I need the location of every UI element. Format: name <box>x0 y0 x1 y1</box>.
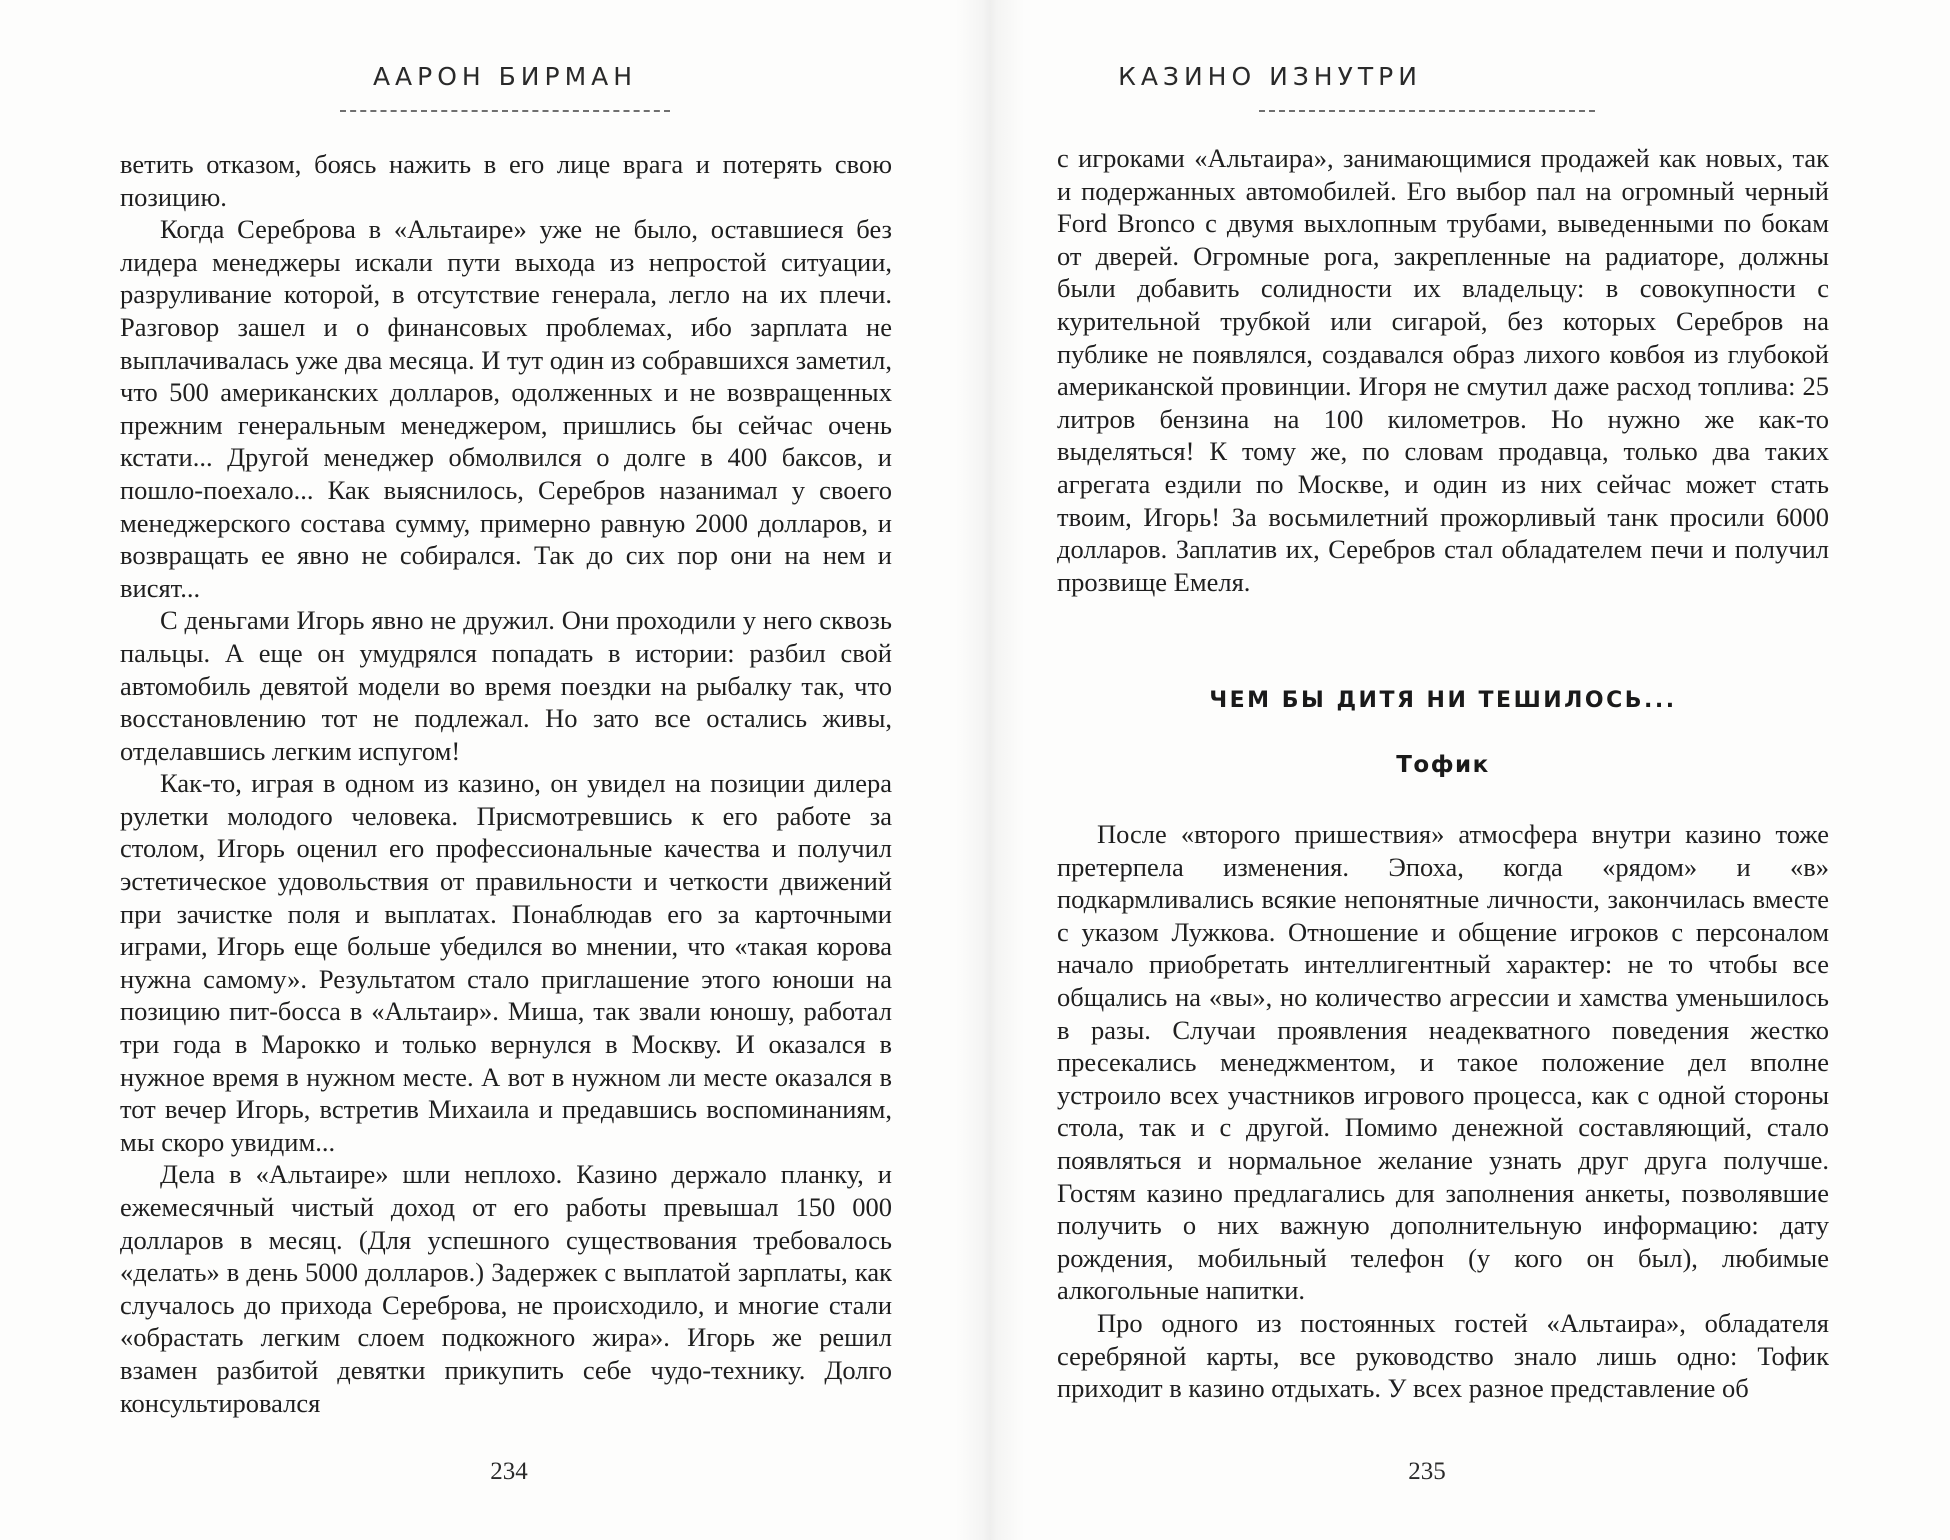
left-head-rule <box>340 110 670 112</box>
left-running-head: ААРОН БИРМАН <box>372 62 638 91</box>
right-text-block-bottom <box>1057 818 1829 1405</box>
right-page-number: 235 <box>1408 1458 1446 1485</box>
paragraph: Когда Сереброва в «Альтаире» уже не было, оставшиеся без лидера менеджеры искали пути выхода из непростой ситуации, разруливание которой, в отсутствие генерала, легло на их плечи. Разговор зашел и о финансовых проблемах, ибо зарплата не выплачивалась уже два месяца. И тут один из собравшихся заметил, что 500 американских долларов, одолженных и не возвращенных прежним генеральным менеджером, пришлись бы сейчас очень кстати... Другой менеджер обмолвился о долге в 400 баксов, и пошло-поехало... Как выяснилось, Серебров назанимал у своего менеджерского состава сумму, примерно равную 2000 долларов, и возвращать ее явно не собирался. Так до сих пор они на нем и висят... <box>120 214 892 603</box>
paragraph: Как-то, играя в одном из казино, он увидел на позиции дилера рулетки молодого человека. Присмотревшись к его работе за столом, Игорь оценил его профессиональные качества и получил эстетическое удовольствия от правильности и четкости движений при зачистке поля и выплатах. Понаблюдав его за карточными играми, Игорь еще больше убедился во мнении, что «такая корова нужна самому». Результатом стало приглашение этого юноши на позицию пит-босса в «Альтаир». Миша, так звали юношу, работал три года в Марокко и только вернулся в Москву. И оказался в нужное время в нужном месте. А вот в нужном ли месте оказался в тот вечер Игорь, встретив Михаила и предавшись воспоминаниям, мы скоро увидим... <box>120 768 892 1157</box>
paragraph: ветить отказом, боясь нажить в его лице врага и потерять свою позицию. <box>120 149 892 212</box>
paragraph: После «второго пришествия» атмосфера внутри казино тоже претерпела изменения. Эпоха, когда «рядом» и «в» подкармливались всякие непонятные личности, закончилась вместе с указом Лужкова. Отношение и общение игроков с персоналом начало приобретать интеллигентный характер: не то чтобы все общались на «вы», но количество агрессии и хамства уменьшилось в разы. Случаи проявления неадекватного поведения жестко пресекались менеджментом, и такое положение дел вполне устроило всех участников игрового процесса, как с одной стороны стола, так и с другой. Помимо денежной составляющий, стало появляться и нормальное желание узнать друг друга получше. Гостям казино предлагались для заполнения анкеты, позволявшие получить о них важную дополнительную информацию: дату рождения, мобильный телефон (у кого он был), любимые алкогольные напитки. <box>1057 819 1829 1306</box>
right-head-rule <box>1259 110 1595 112</box>
section-title: ЧЕМ БЫ ДИТЯ НИ ТЕШИЛОСЬ... <box>1209 688 1677 713</box>
left-page-number: 234 <box>490 1458 528 1485</box>
subsection-title: Тофик <box>1396 752 1490 778</box>
right-text-block-top <box>1057 142 1829 598</box>
paragraph: С деньгами Игорь явно не дружил. Они проходили у него сквозь пальцы. А еще он умудрялся попадать в истории: разбил свой автомобиль девятой модели во время поездки на рыбалку так, что восстановлению тот не подлежал. Но зато все остались живы, отделавшись легким испугом! <box>120 605 892 766</box>
left-text-block <box>120 148 892 1419</box>
right-page <box>975 0 1950 1540</box>
right-running-head: КАЗИНО ИЗНУТРИ <box>1118 62 1422 91</box>
paragraph: Про одного из постоянных гостей «Альтаира», обладателя серебряной карты, все руководство знало лишь одно: Тофик приходит в казино отдыхать. У всех разное представление об <box>1057 1307 1829 1404</box>
paragraph: с игроками «Альтаира», занимающимися продажей как новых, так и подержанных автомобилей. Его выбор пал на огромный черный Ford Bronco с двумя выхлопным трубами, выведенными по бокам от дверей. Огромные рога, закрепленные на радиаторе, должны были добавить солидности их владельцу: в совокупности с курительной трубкой или сигарой, без которых Серебров на публике не появлялся, создавался образ лихого ковбоя из глубокой американской провинции. Игоря не смутил даже расход топлива: 25 литров бензина на 100 километров. Но нужно же как-то выделяться! К тому же, по словам продавца, только два таких агрегата ездили по Москве, и один из них сейчас может стать твоим, Игорь! За восьмилетний прожорливый танк просили 6000 долларов. Заплатив их, Серебров стал обладателем печи и получил прозвище Емеля. <box>1057 143 1829 597</box>
paragraph: Дела в «Альтаире» шли неплохо. Казино держало планку, и ежемесячный чистый доход от его работы превышал 150 000 долларов в месяц. (Для успешного существования требовалось «делать» в день 5000 долларов.) Задержек с выплатой зарплаты, как случалось до прихода Сереброва, не происходило, и многие стали «обрастать легким слоем подкожного жира». Игорь же решил взамен разбитой девятки прикупить себе чудо-технику. Долго консультировался <box>120 1159 892 1418</box>
